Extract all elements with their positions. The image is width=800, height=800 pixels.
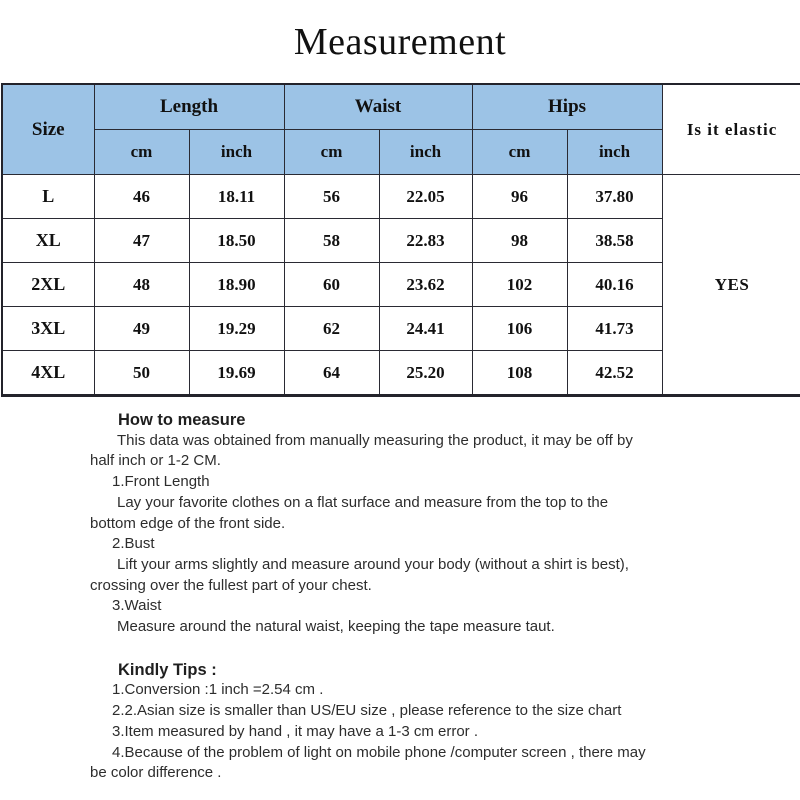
size-value: L — [2, 175, 94, 219]
kindly-tips-line: 3.Item measured by hand , it may have a 1-3 cm error . — [112, 722, 478, 740]
how-to-measure-line: 1.Front Length — [112, 473, 210, 491]
measurement-value: 37.80 — [567, 175, 662, 219]
column-header-size: Size — [2, 84, 94, 175]
measurement-value: 18.50 — [189, 219, 284, 263]
measurement-value: 24.41 — [379, 307, 472, 351]
measurement-value: 96 — [472, 175, 567, 219]
measurement-value: 18.11 — [189, 175, 284, 219]
column-header-waist: Waist — [284, 84, 472, 130]
measurement-value: 56 — [284, 175, 379, 219]
how-to-measure-line: This data was obtained from manually measuring the product, it may be off by — [117, 431, 633, 449]
measurement-value: 22.83 — [379, 219, 472, 263]
how-to-measure-line: crossing over the fullest part of your chest. — [90, 576, 372, 594]
unit-header-length-cm: cm — [94, 130, 189, 175]
kindly-tips-section — [90, 660, 690, 784]
size-chart-table — [1, 83, 800, 397]
column-header-length: Length — [94, 84, 284, 130]
how-to-measure-line: bottom edge of the front side. — [90, 514, 286, 532]
measurement-value: 50 — [94, 351, 189, 396]
measurement-value: 49 — [94, 307, 189, 351]
how-to-measure-line: 2.Bust — [112, 535, 155, 553]
size-value: 2XL — [2, 263, 94, 307]
kindly-tips-line: 4.Because of the problem of light on mobile phone /computer screen , there may — [112, 743, 646, 761]
unit-header-length-inch: inch — [189, 130, 284, 175]
kindly-tips-line: be color difference . — [90, 764, 222, 782]
elastic-answer: YES — [662, 175, 800, 396]
measurement-value: 22.05 — [379, 175, 472, 219]
how-to-measure-line: half inch or 1-2 CM. — [90, 452, 221, 470]
how-to-measure-line: Lift your arms slightly and measure around your body (without a shirt is best), — [117, 555, 629, 573]
size-value: 3XL — [2, 307, 94, 351]
measurement-value: 60 — [284, 263, 379, 307]
table-row — [2, 175, 800, 219]
measurement-value: 98 — [472, 219, 567, 263]
measurement-value: 19.29 — [189, 307, 284, 351]
header-row-groups — [2, 84, 800, 130]
measurement-value: 23.62 — [379, 263, 472, 307]
how-to-measure-line: Measure around the natural waist, keeping the tape measure taut. — [117, 618, 555, 636]
measurement-value: 102 — [472, 263, 567, 307]
measurement-value: 38.58 — [567, 219, 662, 263]
measurement-value: 108 — [472, 351, 567, 396]
size-value: 4XL — [2, 351, 94, 396]
measurement-value: 42.52 — [567, 351, 662, 396]
how-to-measure-section — [90, 410, 690, 784]
how-to-measure-line: 3.Waist — [112, 597, 162, 615]
measurement-value: 25.20 — [379, 351, 472, 396]
measurement-value: 48 — [94, 263, 189, 307]
unit-header-waist-inch: inch — [379, 130, 472, 175]
measurement-value: 46 — [94, 175, 189, 219]
column-header-elastic: Is it elastic — [662, 84, 800, 175]
measurement-value: 64 — [284, 351, 379, 396]
how-to-measure-line: Lay your favorite clothes on a flat surface and measure from the top to the — [117, 493, 609, 511]
measurement-value: 58 — [284, 219, 379, 263]
measurement-value: 62 — [284, 307, 379, 351]
unit-header-hips-inch: inch — [567, 130, 662, 175]
column-header-hips: Hips — [472, 84, 662, 130]
measurement-value: 18.90 — [189, 263, 284, 307]
measurement-value: 40.16 — [567, 263, 662, 307]
kindly-tips-heading: Kindly Tips : — [118, 660, 217, 679]
measurement-value: 19.69 — [189, 351, 284, 396]
unit-header-hips-cm: cm — [472, 130, 567, 175]
size-value: XL — [2, 219, 94, 263]
measurement-value: 41.73 — [567, 307, 662, 351]
how-to-measure-heading: How to measure — [118, 411, 246, 429]
page-title: Measurement — [293, 21, 507, 63]
unit-header-waist-cm: cm — [284, 130, 379, 175]
kindly-tips-line: 2.2.Asian size is smaller than US/EU size , please reference to the size chart — [112, 702, 622, 720]
measurement-value: 47 — [94, 219, 189, 263]
measurement-value: 106 — [472, 307, 567, 351]
kindly-tips-line: 1.Conversion :1 inch =2.54 cm . — [112, 681, 324, 699]
